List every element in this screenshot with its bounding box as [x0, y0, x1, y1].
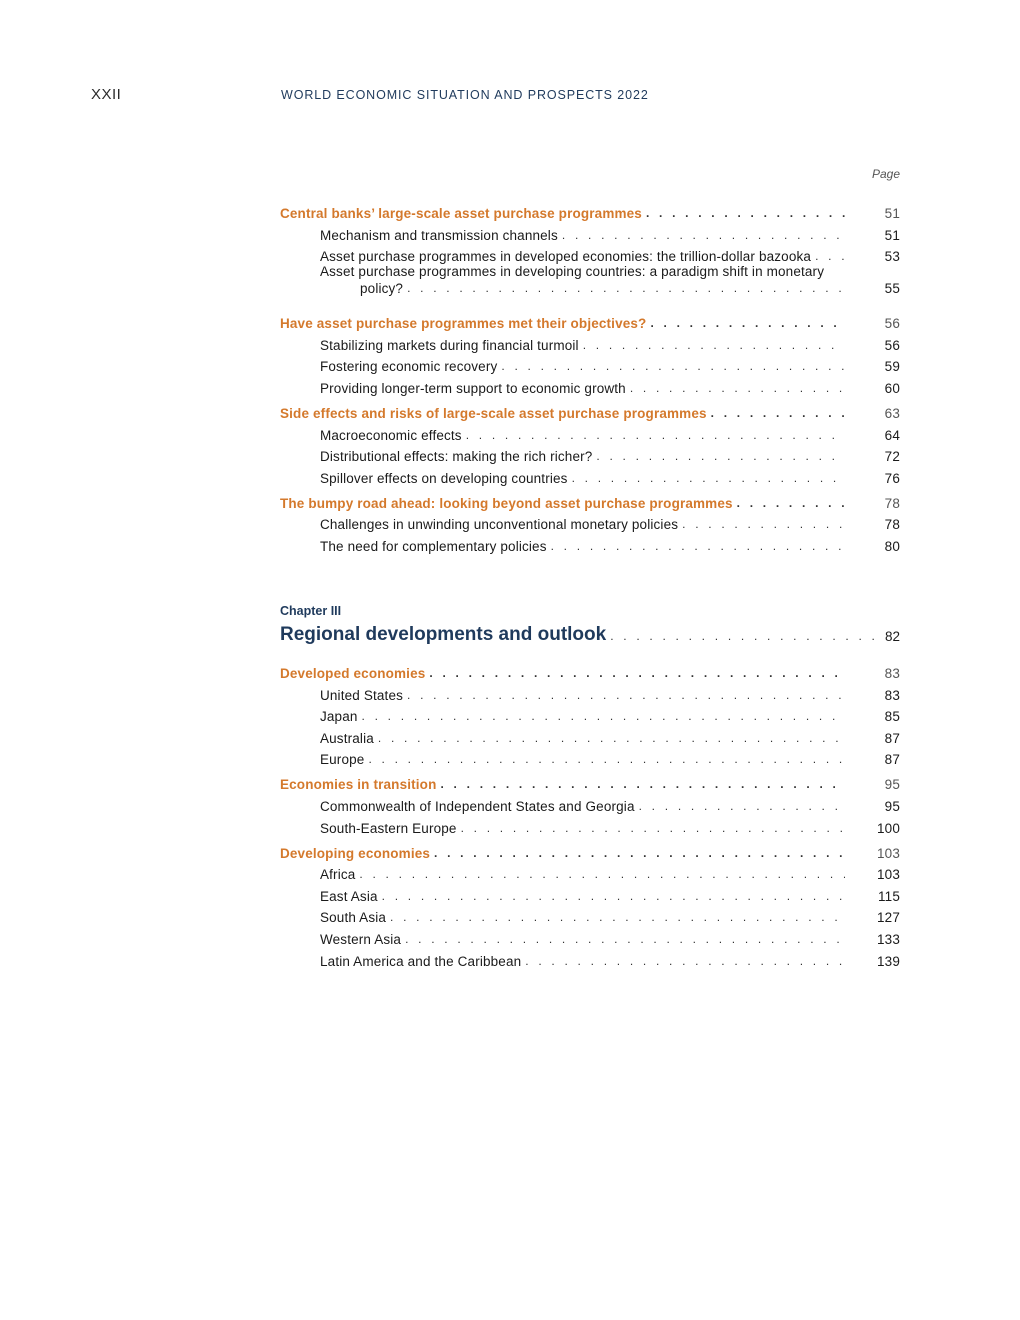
toc-page-number: 95: [884, 777, 900, 793]
toc-subentry[interactable]: [280, 221, 900, 243]
dot-leader: [562, 227, 845, 243]
dot-leader: [382, 888, 845, 904]
toc-page-number: 87: [884, 752, 900, 768]
toc-page-number: 127: [877, 910, 900, 926]
toc-section-chapter-ii: [280, 196, 900, 554]
dot-leader: [583, 337, 845, 353]
toc-subentry[interactable]: [280, 746, 900, 768]
toc-subentry[interactable]: [280, 882, 900, 904]
dot-leader: [630, 380, 845, 396]
toc-entry-title: Distributional effects: making the rich richer?: [320, 449, 593, 465]
toc-page-number: 51: [884, 206, 900, 221]
toc-section-entry[interactable]: [280, 309, 900, 331]
toc-subentry[interactable]: [280, 421, 900, 443]
toc-subentry[interactable]: [280, 331, 900, 353]
dot-leader: [650, 315, 845, 331]
toc-page-number: 133: [877, 931, 900, 947]
dot-leader: [368, 751, 845, 767]
dot-leader: [407, 687, 845, 703]
toc-entry-title: East Asia: [320, 888, 378, 904]
toc-page-number: 72: [884, 449, 900, 465]
toc-subentry[interactable]: [280, 532, 900, 554]
toc-page-number: 56: [884, 337, 900, 353]
page-number: XXII: [91, 86, 122, 103]
toc-entry-title: Central banks’ large-scale asset purchase programmes: [280, 206, 642, 221]
toc-section-entry[interactable]: [280, 770, 900, 792]
dot-leader: [359, 866, 845, 882]
toc-entry-title-line1: Asset purchase programmes in developing countries: a paradigm shift in monetary: [320, 264, 825, 280]
dot-leader: [390, 909, 845, 925]
page-column-label: Page: [871, 167, 900, 181]
dot-leader: [572, 470, 845, 486]
toc-entry-title: South-Eastern Europe: [320, 820, 457, 836]
toc-entry-title: Economies in transition: [280, 777, 437, 793]
toc-subentry[interactable]: [280, 443, 900, 465]
running-title: WORLD ECONOMIC SITUATION AND PROSPECTS 2022: [281, 88, 649, 102]
chapter-title: Regional developments and outlook: [280, 624, 607, 645]
toc-entry-title: Have asset purchase programmes met their objectives?: [280, 316, 647, 332]
toc-page-number: 59: [884, 359, 900, 375]
toc-page-number: 64: [884, 427, 900, 443]
toc-entry-title: Developed economies: [280, 666, 426, 681]
toc-section-entry[interactable]: [280, 489, 900, 511]
dot-leader: [407, 280, 845, 296]
toc-entry-title: The need for complementary policies: [320, 538, 547, 554]
toc-page-number: 103: [877, 867, 900, 883]
dot-leader: [434, 845, 845, 861]
dot-leader: [711, 405, 845, 421]
toc-page-number: 100: [877, 820, 900, 836]
toc-subentry[interactable]: [280, 925, 900, 947]
toc-entry-title: United States: [320, 687, 403, 703]
toc-page-number: 56: [884, 316, 900, 332]
dot-leader: [682, 516, 845, 532]
toc-subentry[interactable]: [280, 792, 900, 814]
toc-entry-title: Stabilizing markets during financial turmoil: [320, 337, 579, 353]
toc-page-number: 83: [884, 687, 900, 703]
toc-section-entry[interactable]: [280, 199, 900, 221]
toc-page-number: 85: [884, 709, 900, 725]
dot-leader: [639, 798, 845, 814]
toc-subentry[interactable]: [280, 947, 900, 969]
dot-leader: [405, 931, 845, 947]
toc-entry-title: Fostering economic recovery: [320, 359, 498, 375]
toc-entry-title: Western Asia: [320, 931, 402, 947]
toc-page-number: 83: [884, 666, 900, 681]
toc-entry-title: Developing economies: [280, 845, 431, 861]
dot-leader: [501, 358, 845, 374]
toc-entry-title: Providing longer-term support to economic growth: [320, 380, 626, 396]
dot-leader: [429, 665, 845, 681]
toc-section-entry[interactable]: [280, 399, 900, 421]
toc-entry-title: South Asia: [320, 910, 387, 926]
toc-subentry[interactable]: [280, 464, 900, 486]
toc-entry-title: Africa: [320, 867, 356, 883]
toc-section-entry[interactable]: [280, 839, 900, 861]
dot-leader: [551, 538, 845, 554]
toc-entry-title-line2: policy?: [360, 281, 404, 297]
chapter-page-number: 82: [884, 629, 900, 644]
chapter-label: Chapter III: [280, 604, 342, 618]
toc-subentry[interactable]: [280, 904, 900, 926]
toc-page-number: 51: [884, 227, 900, 243]
toc-page-number: 78: [884, 517, 900, 533]
toc-entry-title: Latin America and the Caribbean: [320, 953, 522, 969]
toc-entry-title: Side effects and risks of large-scale asset purchase programmes: [280, 405, 707, 421]
toc-page-number: 53: [884, 249, 900, 265]
dot-leader: [815, 248, 845, 264]
toc-subentry[interactable]: [280, 814, 900, 836]
toc-entry-title: Japan: [320, 709, 358, 725]
dot-leader: [461, 820, 845, 836]
toc-page-number: 60: [884, 380, 900, 396]
toc-entry-title: Spillover effects on developing countries: [320, 470, 568, 486]
toc-subentry[interactable]: [280, 724, 900, 746]
toc-entry-title: Macroeconomic effects: [320, 427, 462, 443]
dot-leader: [610, 628, 885, 646]
toc-page-number: 78: [884, 495, 900, 511]
toc-page-number: 103: [877, 845, 900, 861]
toc-entry-title: Asset purchase programmes in developed economies: the trillion-dollar bazooka: [320, 249, 812, 265]
toc-subentry[interactable]: [280, 264, 900, 306]
toc-subentry[interactable]: [280, 681, 900, 703]
dot-leader: [362, 708, 845, 724]
toc-entry-title: Commonwealth of Independent States and Georgia: [320, 798, 635, 814]
toc-page-number: 76: [884, 470, 900, 486]
toc-subentry[interactable]: [280, 511, 900, 533]
chapter-title-entry[interactable]: [280, 624, 900, 646]
toc-subentry[interactable]: [280, 703, 900, 725]
dot-leader: [440, 776, 845, 792]
toc-entry-title: Europe: [320, 752, 365, 768]
dot-leader: [378, 730, 845, 746]
dot-leader: [466, 427, 845, 443]
toc-page-number: 139: [877, 953, 900, 969]
toc-subentry[interactable]: [280, 353, 900, 375]
dot-leader: [596, 448, 845, 464]
toc-page-number: 87: [884, 730, 900, 746]
toc-subentry[interactable]: [280, 243, 900, 265]
toc-subentry[interactable]: [280, 374, 900, 396]
toc-page-number: 115: [878, 888, 900, 904]
toc-entry-title: The bumpy road ahead: looking beyond asset purchase programmes: [280, 495, 733, 511]
toc-entry-title: Challenges in unwinding unconventional monetary policies: [320, 517, 679, 533]
dot-leader: [737, 495, 845, 511]
toc-subentry[interactable]: [280, 861, 900, 883]
toc-section-chapter-iii: [280, 656, 900, 969]
toc-section-entry[interactable]: [280, 659, 900, 681]
dot-leader: [525, 953, 845, 969]
toc-page-number: 80: [884, 538, 900, 554]
dot-leader: [646, 205, 845, 221]
toc-entry-title: Mechanism and transmission channels: [320, 227, 558, 243]
toc-page-number: 55: [884, 281, 900, 297]
toc-entry-title: Australia: [320, 730, 374, 746]
toc-page-number: 95: [884, 798, 900, 814]
toc-page-number: 63: [884, 405, 900, 421]
